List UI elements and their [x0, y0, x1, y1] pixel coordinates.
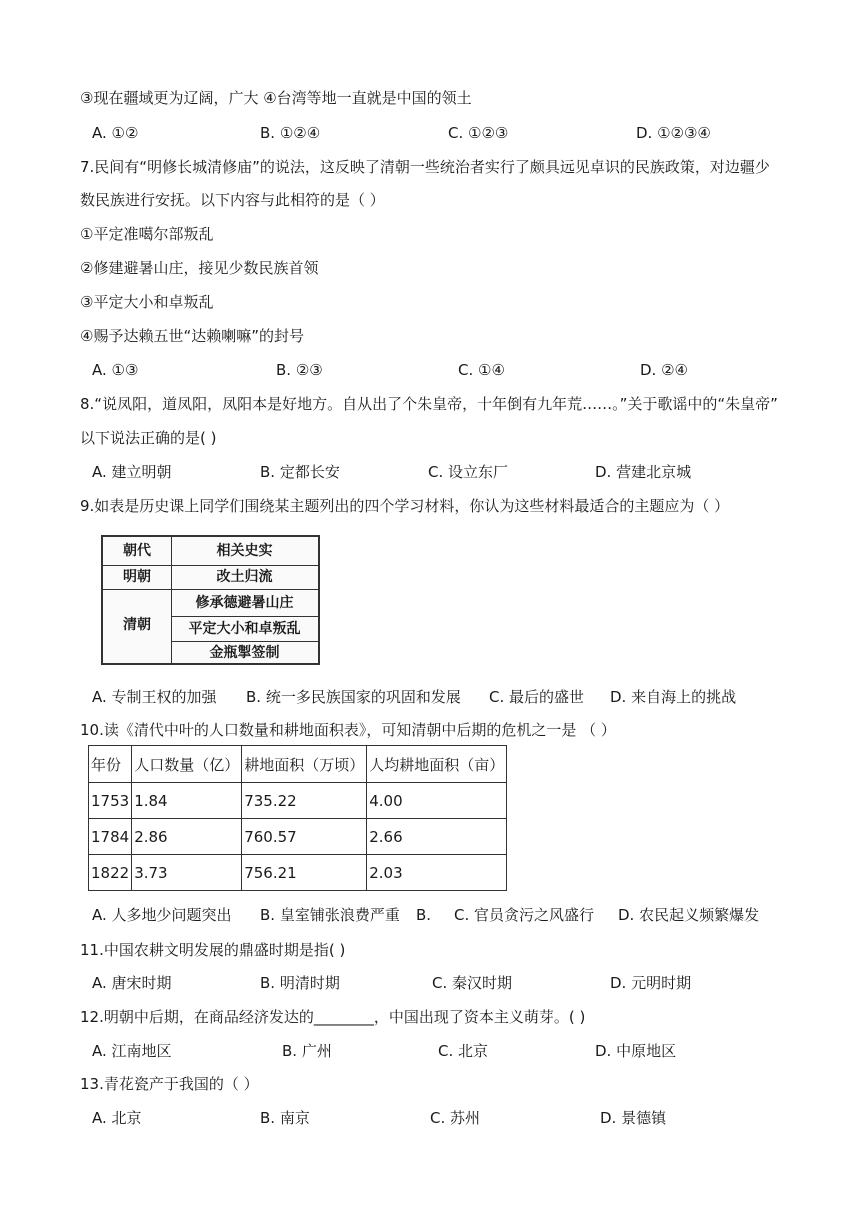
- q13-option-d[interactable]: D. 景德镇: [600, 1109, 667, 1127]
- q10-option-c[interactable]: C. 官员贪污之风盛行: [454, 906, 595, 924]
- header-per-capita: 人均耕地面积（亩）: [367, 746, 507, 783]
- q8-option-a[interactable]: A. 建立明朝: [92, 463, 172, 481]
- q11-option-c[interactable]: C. 秦汉时期: [432, 974, 513, 992]
- q13-stem: 13.青花瓷产于我国的（ ）: [80, 1075, 259, 1093]
- q13-option-a[interactable]: A. 北京: [92, 1109, 142, 1127]
- cell-population: 1.84: [132, 783, 242, 819]
- q9-table-image: [101, 535, 320, 665]
- q11-option-a[interactable]: A. 唐宋时期: [92, 974, 172, 992]
- q7-item-3: ③平定大小和卓叛乱: [80, 293, 214, 311]
- q7-options: [92, 360, 792, 380]
- q13-option-c[interactable]: C. 苏州: [430, 1109, 481, 1127]
- q10-option-b-dup[interactable]: B.: [416, 906, 432, 924]
- q12-option-c[interactable]: C. 北京: [438, 1042, 489, 1060]
- cell-year: 1822: [89, 855, 132, 891]
- header-farmland: 耕地面积（万顷）: [242, 746, 367, 783]
- q10-option-d[interactable]: D. 农民起义频繁爆发: [618, 906, 760, 924]
- cell-per-capita: 4.00: [367, 783, 507, 819]
- q9-table-ming-fact: 改土归流: [216, 569, 273, 585]
- cell-per-capita: 2.03: [367, 855, 507, 891]
- q6-option-d[interactable]: D. ①②③④: [636, 124, 711, 142]
- q9-option-a[interactable]: A. 专制王权的加强: [92, 688, 217, 706]
- q8-stem-line2: 以下说法正确的是( ): [80, 429, 217, 447]
- q6-option-c[interactable]: C. ①②③: [448, 124, 509, 142]
- q8-option-c[interactable]: C. 设立东厂: [428, 463, 509, 481]
- q7-option-a[interactable]: A. ①③: [92, 361, 139, 379]
- q11-stem: 11.中国农耕文明发展的鼎盛时期是指( ): [80, 941, 346, 959]
- q9-option-b[interactable]: B. 统一多民族国家的巩固和发展: [246, 688, 461, 706]
- q7-option-c[interactable]: C. ①④: [458, 361, 505, 379]
- q7-stem-line2: 数民族进行安抚。以下内容与此相符的是（ ）: [80, 191, 385, 209]
- q8-option-b[interactable]: B. 定都长安: [260, 463, 340, 481]
- cell-farmland: 756.21: [242, 855, 367, 891]
- q12-stem: 12.明朝中后期，在商品经济发达的________，中国出现了资本主义萌芽。( ): [80, 1008, 586, 1026]
- q7-item-1: ①平定准噶尔部叛乱: [80, 225, 214, 243]
- q9-table-header-facts: 相关史实: [216, 543, 273, 559]
- q8-stem-line1: 8.“说凤阳，道凤阳，凤阳本是好地方。自从出了个朱皇帝，十年倒有九年荒……。”关于歌谣中的“朱皇帝”: [80, 395, 778, 413]
- q9-table-qing-fact-3: 金瓶掣签制: [209, 645, 280, 661]
- q10-option-b[interactable]: B. 皇室铺张浪费严重: [260, 906, 400, 924]
- q10-population-table: [88, 745, 507, 891]
- q9-table-ming: 明朝: [123, 569, 151, 585]
- cell-year: 1753: [89, 783, 132, 819]
- q9-table-qing: 清朝: [123, 617, 151, 633]
- q10-stem: 10.读《清代中叶的人口数量和耕地面积表》，可知清朝中后期的危机之一是 （ ）: [80, 721, 616, 739]
- q12-option-d[interactable]: D. 中原地区: [595, 1042, 677, 1060]
- q7-item-4: ④赐予达赖五世“达赖喇嘛”的封号: [80, 327, 304, 345]
- q12-option-b[interactable]: B. 广州: [282, 1042, 332, 1060]
- q11-option-d[interactable]: D. 元明时期: [610, 974, 692, 992]
- q13-options: [92, 1108, 792, 1128]
- q8-options: [92, 462, 792, 482]
- q7-stem-line1: 7.民间有“明修长城清修庙”的说法，这反映了清朝一些统治者实行了颇具远见卓识的民族政策，对边疆少: [80, 158, 770, 176]
- q7-option-d[interactable]: D. ②④: [640, 361, 688, 379]
- q10-option-a[interactable]: A. 人多地少问题突出: [92, 906, 232, 924]
- q12-option-a[interactable]: A. 江南地区: [92, 1042, 172, 1060]
- q9-table-qing-fact-1: 修承德避暑山庄: [195, 595, 294, 611]
- header-population: 人口数量（亿）: [132, 746, 242, 783]
- q11-options: [92, 973, 792, 993]
- q9-table-header-dynasty: 朝代: [123, 543, 151, 559]
- table-row: [89, 783, 507, 819]
- q10-options: [92, 905, 792, 925]
- table-row: [89, 819, 507, 855]
- q7-item-2: ②修建避暑山庄，接见少数民族首领: [80, 259, 319, 277]
- q7-option-b[interactable]: B. ②③: [276, 361, 323, 379]
- cell-population: 2.86: [132, 819, 242, 855]
- q6-option-a[interactable]: A. ①②: [92, 124, 139, 142]
- q13-option-b[interactable]: B. 南京: [260, 1109, 310, 1127]
- q11-option-b[interactable]: B. 明清时期: [260, 974, 340, 992]
- q9-options: [92, 687, 792, 707]
- q8-option-d[interactable]: D. 营建北京城: [595, 463, 692, 481]
- q6-options: [92, 123, 792, 143]
- cell-year: 1784: [89, 819, 132, 855]
- q9-table-qing-fact-2: 平定大小和卓叛乱: [188, 621, 301, 637]
- q12-options: [92, 1041, 792, 1061]
- cell-farmland: 760.57: [242, 819, 367, 855]
- q9-stem: 9.如表是历史课上同学们围绕某主题列出的四个学习材料，你认为这些材料最适合的主题应为（ ）: [80, 497, 730, 515]
- q6-items-line: ③现在疆域更为辽阔，广大 ④台湾等地一直就是中国的领土: [80, 89, 472, 107]
- cell-farmland: 735.22: [242, 783, 367, 819]
- q9-option-d[interactable]: D. 来自海上的挑战: [610, 688, 737, 706]
- q9-option-c[interactable]: C. 最后的盛世: [489, 688, 585, 706]
- table-header-row: [89, 746, 507, 783]
- header-year: 年份: [89, 746, 132, 783]
- cell-population: 3.73: [132, 855, 242, 891]
- table-row: [89, 855, 507, 891]
- q6-option-b[interactable]: B. ①②④: [260, 124, 321, 142]
- cell-per-capita: 2.66: [367, 819, 507, 855]
